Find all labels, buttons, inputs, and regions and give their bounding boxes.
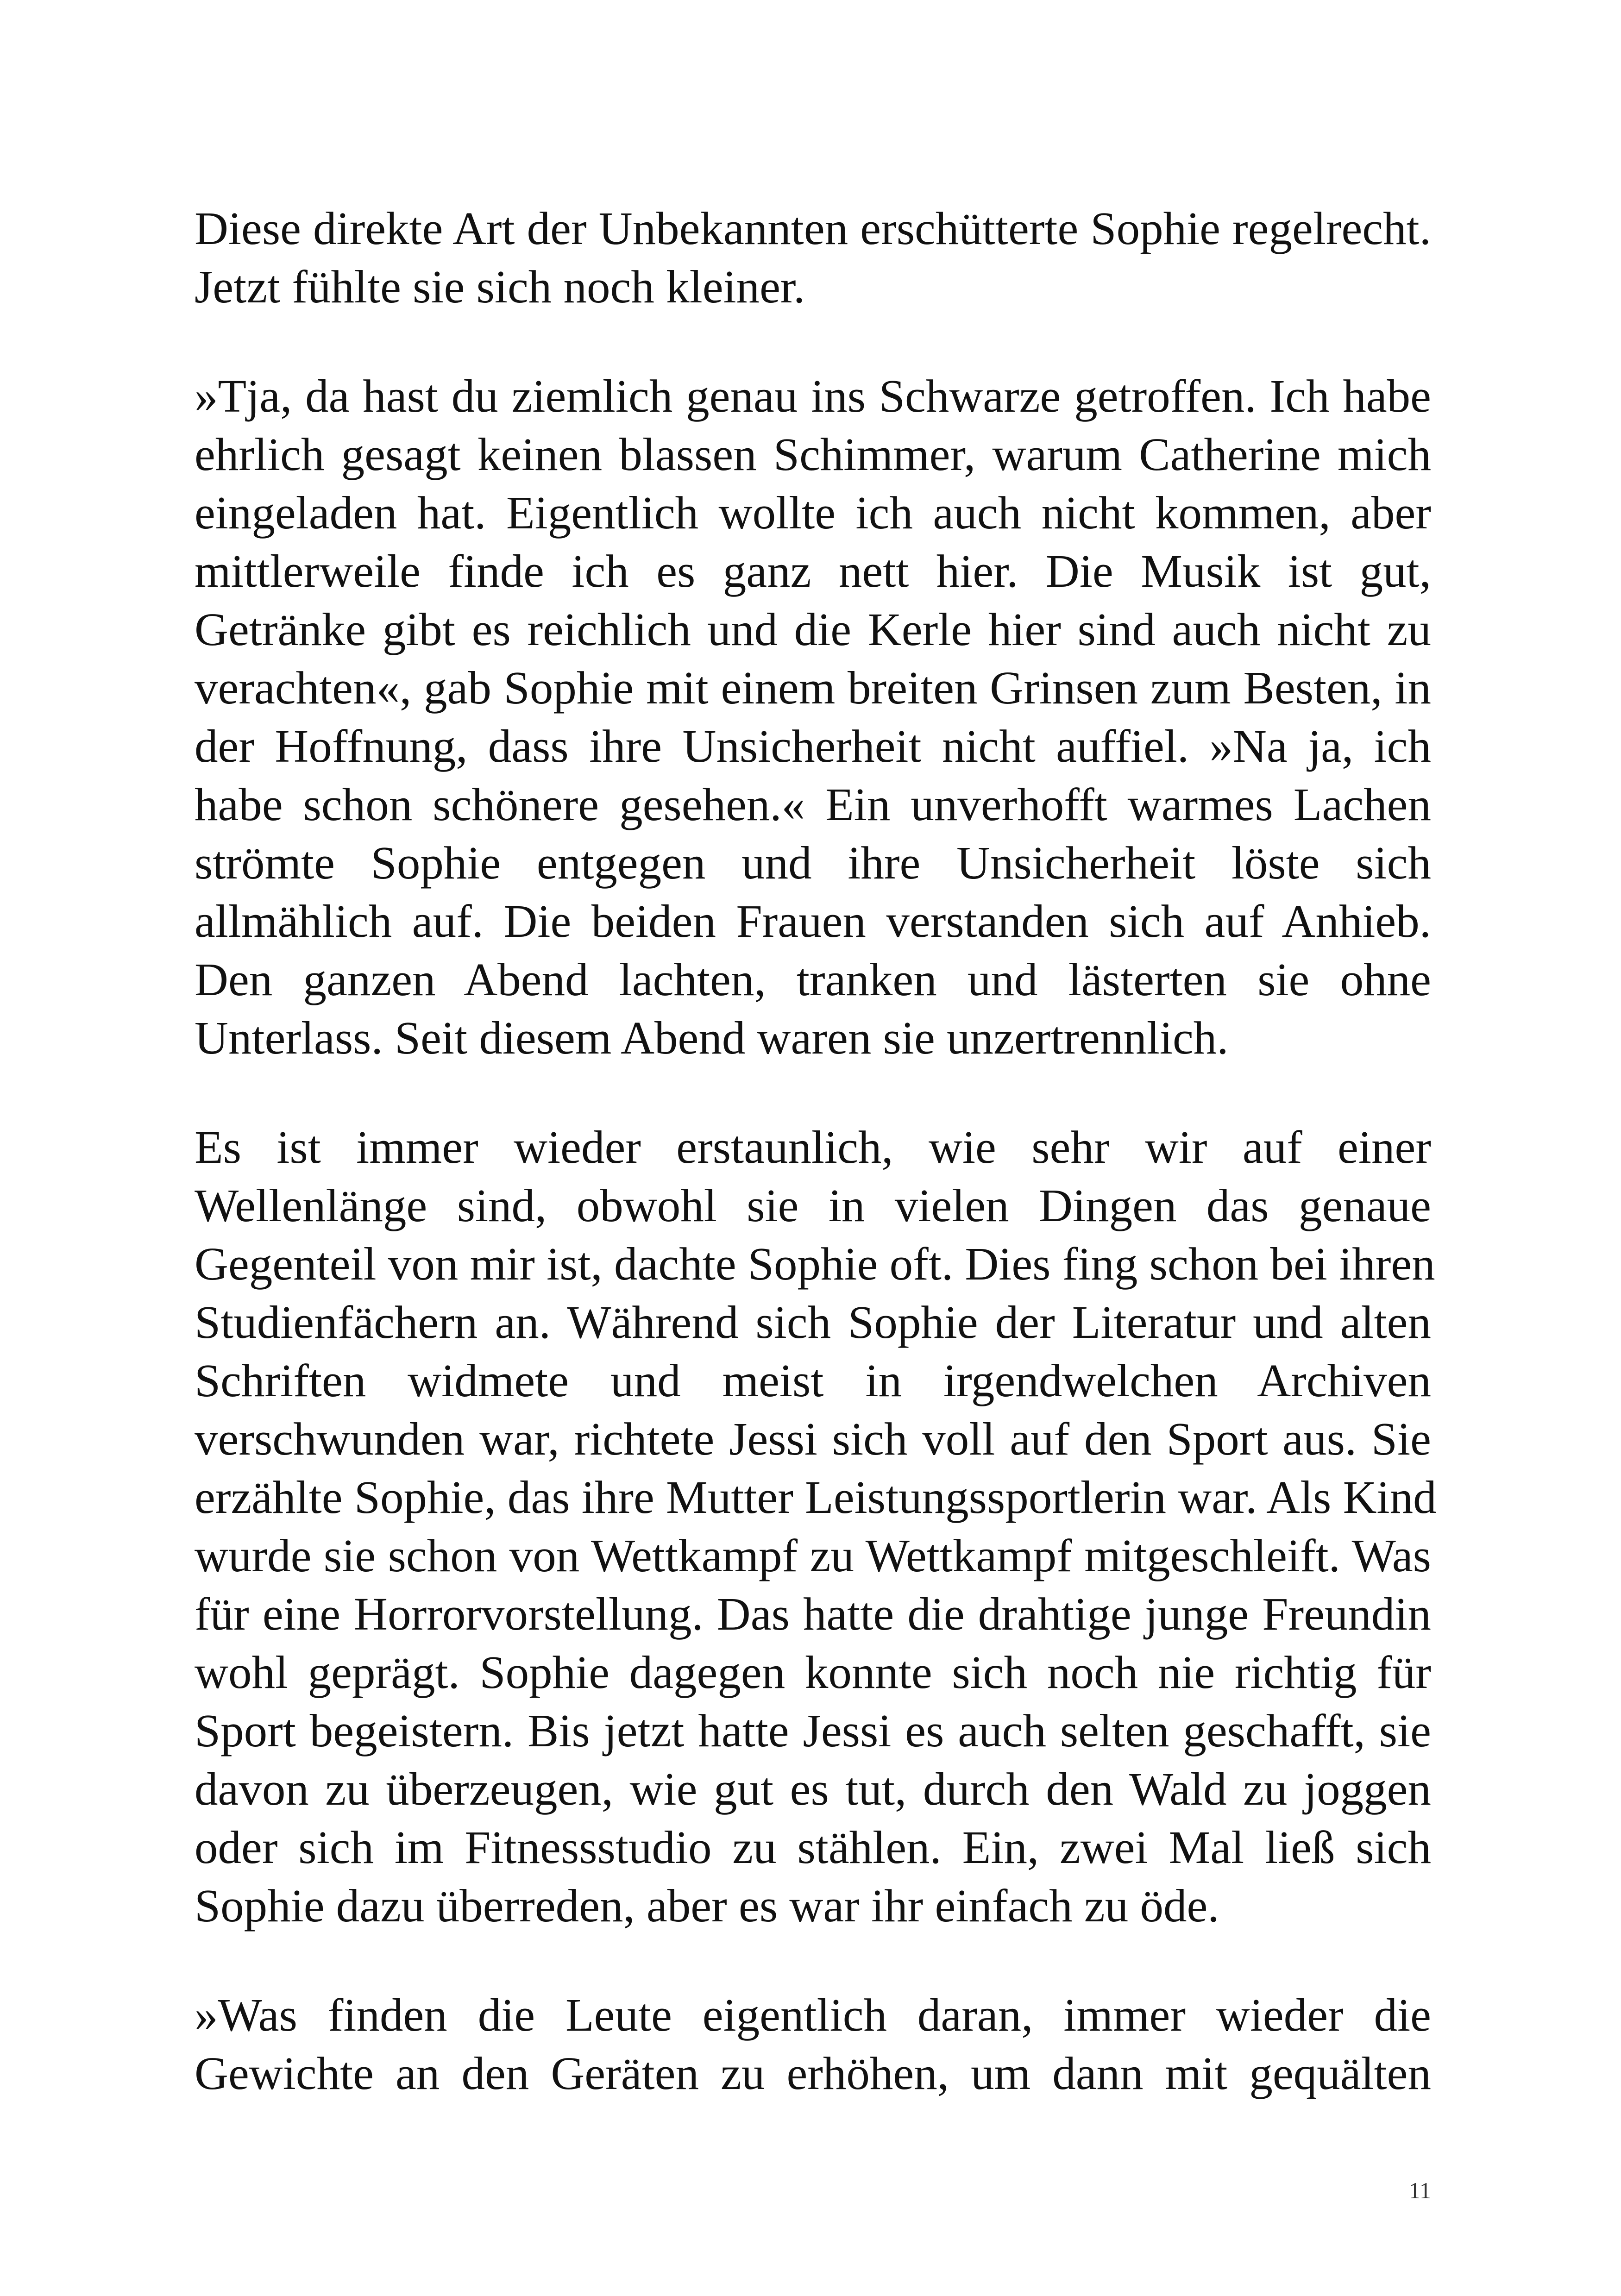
text-line: Schriften widmete und meist in irgendwelchen Archiven	[195, 1355, 1431, 1406]
text-line: verschwunden war, richtete Jessi sich voll auf den Sport aus. Sie	[195, 1413, 1431, 1465]
text-line: Sport begeistern. Bis jetzt hatte Jessi es auch selten geschafft, sie	[195, 1705, 1431, 1757]
paragraph	[195, 199, 1431, 316]
text-line: Gewichte an den Geräten zu erhöhen, um dann mit gequälten	[195, 2047, 1431, 2099]
text-line: davon zu überzeugen, wie gut es tut, durch den Wald zu joggen	[195, 1763, 1431, 1815]
paragraph	[195, 367, 1431, 1067]
text-line: Diese direkte Art der Unbekannten erschütterte Sophie regelrecht.	[195, 202, 1431, 254]
text-line: allmählich auf. Die beiden Frauen verstanden sich auf Anhieb.	[195, 895, 1431, 947]
text-line: Getränke gibt es reichlich und die Kerle hier sind auch nicht zu	[195, 603, 1431, 655]
text-line: erzählte Sophie, das ihre Mutter Leistungssportlerin war. Als Kind	[195, 1471, 1437, 1523]
paragraph	[195, 1986, 1431, 2102]
text-line: habe schon schönere gesehen.« Ein unverhofft warmes Lachen	[195, 778, 1431, 830]
text-line: wohl geprägt. Sophie dagegen konnte sich noch nie richtig für	[195, 1646, 1431, 1698]
paragraph	[195, 1118, 1437, 1935]
text-line: wurde sie schon von Wettkampf zu Wettkampf mitgeschleift. Was	[195, 1530, 1431, 1581]
body-text	[195, 199, 1437, 2153]
text-line: Jetzt fühlte sie sich noch kleiner.	[195, 261, 805, 313]
text-line: oder sich im Fitnessstudio zu stählen. Ein, zwei Mal ließ sich	[195, 1821, 1431, 1873]
text-line: verachten«, gab Sophie mit einem breiten Grinsen zum Besten, in	[195, 662, 1431, 714]
text-line: der Hoffnung, dass ihre Unsicherheit nicht auffiel. »Na ja, ich	[195, 720, 1431, 772]
text-line: eingeladen hat. Eigentlich wollte ich auch nicht kommen, aber	[195, 487, 1431, 539]
text-line: Sophie dazu überreden, aber es war ihr einfach zu öde.	[195, 1880, 1219, 1932]
text-line: Den ganzen Abend lachten, tranken und lästerten sie ohne	[195, 954, 1431, 1005]
text-line: »Tja, da hast du ziemlich genau ins Schwarze getroffen. Ich habe	[195, 370, 1431, 422]
text-line: für eine Horrorvorstellung. Das hatte die drahtige junge Freundin	[195, 1588, 1431, 1640]
text-line: Gegenteil von mir ist, dachte Sophie oft. Dies fing schon bei ihren	[195, 1238, 1435, 1290]
text-line: »Was finden die Leute eigentlich daran, immer wieder die	[195, 1989, 1431, 2041]
text-line: mittlerweile finde ich es ganz nett hier. Die Musik ist gut,	[195, 545, 1431, 597]
text-line: strömte Sophie entgegen und ihre Unsicherheit löste sich	[195, 837, 1431, 889]
text-line: Unterlass. Seit diesem Abend waren sie unzertrennlich.	[195, 1012, 1229, 1064]
text-line: Studienfächern an. Während sich Sophie der Literatur und alten	[195, 1296, 1431, 1348]
text-line: Es ist immer wieder erstaunlich, wie sehr wir auf einer	[195, 1121, 1431, 1173]
text-line: ehrlich gesagt keinen blassen Schimmer, warum Catherine mich	[195, 428, 1431, 480]
text-line: Wellenlänge sind, obwohl sie in vielen Dingen das genaue	[195, 1179, 1431, 1231]
page-number: 11	[1408, 2177, 1431, 2203]
